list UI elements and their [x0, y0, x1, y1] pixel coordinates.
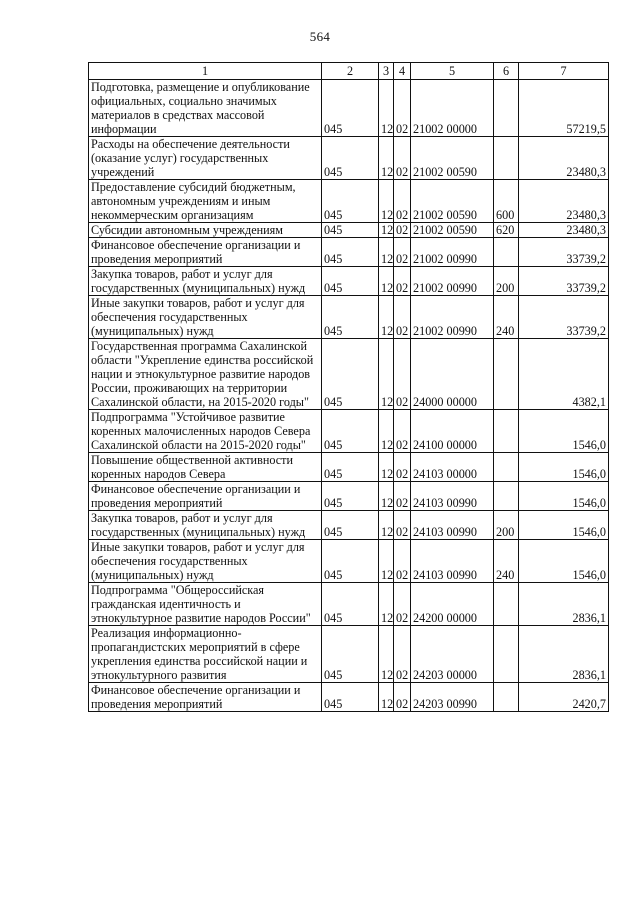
section-cell: 12	[379, 511, 394, 540]
target-article-cell: 24000 00000	[411, 339, 494, 410]
page-number: 564	[309, 29, 331, 44]
col-header-2: 2	[322, 63, 379, 80]
amount-cell: 23480,3	[519, 137, 609, 180]
admin-code-cell: 045	[322, 511, 379, 540]
section-cell: 12	[379, 683, 394, 712]
subsection-cell: 02	[394, 626, 411, 683]
admin-code-cell: 045	[322, 453, 379, 482]
subsection-cell: 02	[394, 296, 411, 339]
col-header-5: 5	[411, 63, 494, 80]
table-row	[89, 137, 609, 180]
expense-type-cell: 200	[494, 267, 519, 296]
admin-code-cell: 045	[322, 296, 379, 339]
table-row	[89, 339, 609, 410]
target-article-cell: 21002 00000	[411, 80, 494, 137]
target-article-cell: 21002 00590	[411, 180, 494, 223]
target-article-cell: 24103 00000	[411, 453, 494, 482]
admin-code-cell: 045	[322, 80, 379, 137]
admin-code-cell: 045	[322, 180, 379, 223]
expense-type-cell: 620	[494, 223, 519, 238]
target-article-cell: 24203 00990	[411, 683, 494, 712]
section-cell: 12	[379, 80, 394, 137]
target-article-cell: 24100 00000	[411, 410, 494, 453]
target-article-cell: 21002 00990	[411, 238, 494, 267]
amount-cell: 1546,0	[519, 511, 609, 540]
section-cell: 12	[379, 410, 394, 453]
expense-type-cell	[494, 453, 519, 482]
admin-code-cell: 045	[322, 583, 379, 626]
row-name-cell: Закупка товаров, работ и услуг для государственных (муниципальных) нужд	[89, 511, 322, 540]
admin-code-cell: 045	[322, 683, 379, 712]
col-header-1: 1	[89, 63, 322, 80]
table-row	[89, 223, 609, 238]
amount-cell: 23480,3	[519, 180, 609, 223]
table-row	[89, 267, 609, 296]
col-header-3: 3	[379, 63, 394, 80]
expense-type-cell: 200	[494, 511, 519, 540]
amount-cell: 2836,1	[519, 626, 609, 683]
subsection-cell: 02	[394, 267, 411, 296]
row-name-cell: Финансовое обеспечение организации и проведения мероприятий	[89, 683, 322, 712]
admin-code-cell: 045	[322, 410, 379, 453]
section-cell: 12	[379, 482, 394, 511]
expense-type-cell	[494, 137, 519, 180]
table-row	[89, 453, 609, 482]
row-name-cell: Подпрограмма "Общероссийская гражданская идентичность и этнокультурное развитие народов России"	[89, 583, 322, 626]
row-name-cell: Реализация информационно-пропагандистских мероприятий в сфере укрепления единства российской нации и этнокультурного развития	[89, 626, 322, 683]
col-header-7: 7	[519, 63, 609, 80]
section-cell: 12	[379, 626, 394, 683]
subsection-cell: 02	[394, 80, 411, 137]
section-cell: 12	[379, 180, 394, 223]
expense-type-cell: 240	[494, 540, 519, 583]
subsection-cell: 02	[394, 511, 411, 540]
expense-type-cell	[494, 583, 519, 626]
row-name-cell: Закупка товаров, работ и услуг для государственных (муниципальных) нужд	[89, 267, 322, 296]
section-cell: 12	[379, 540, 394, 583]
amount-cell: 2420,7	[519, 683, 609, 712]
subsection-cell: 02	[394, 453, 411, 482]
section-cell: 12	[379, 223, 394, 238]
row-name-cell: Иные закупки товаров, работ и услуг для обеспечения государственных (муниципальных) нужд	[89, 296, 322, 339]
section-cell: 12	[379, 453, 394, 482]
amount-cell: 33739,2	[519, 267, 609, 296]
row-name-cell: Повышение общественной активности коренных народов Севера	[89, 453, 322, 482]
subsection-cell: 02	[394, 683, 411, 712]
target-article-cell: 24103 00990	[411, 482, 494, 511]
admin-code-cell: 045	[322, 223, 379, 238]
table-header-row	[89, 63, 609, 80]
section-cell: 12	[379, 267, 394, 296]
row-name-cell: Государственная программа Сахалинской области "Укрепление единства российской нации и этнокультурное развитие народов России, проживающих на территории Сахалинской области, на 2015-2020 годы"	[89, 339, 322, 410]
expense-type-cell	[494, 80, 519, 137]
table-row	[89, 410, 609, 453]
table-row	[89, 583, 609, 626]
section-cell: 12	[379, 137, 394, 180]
expense-type-cell	[494, 339, 519, 410]
row-name-cell: Предоставление субсидий бюджетным, автономным учреждениям и иным некоммерческим организациям	[89, 180, 322, 223]
admin-code-cell: 045	[322, 267, 379, 296]
target-article-cell: 21002 00590	[411, 137, 494, 180]
row-name-cell: Субсидии автономным учреждениям	[89, 223, 322, 238]
section-cell: 12	[379, 238, 394, 267]
table-row	[89, 482, 609, 511]
amount-cell: 57219,5	[519, 80, 609, 137]
amount-cell: 4382,1	[519, 339, 609, 410]
row-name-cell: Расходы на обеспечение деятельности (оказание услуг) государственных учреждений	[89, 137, 322, 180]
row-name-cell: Подготовка, размещение и опубликование официальных, социально значимых материалов в средствах массовой информации	[89, 80, 322, 137]
expense-type-cell: 240	[494, 296, 519, 339]
expense-type-cell	[494, 410, 519, 453]
section-cell: 12	[379, 583, 394, 626]
amount-cell: 1546,0	[519, 410, 609, 453]
admin-code-cell: 045	[322, 540, 379, 583]
row-name-cell: Финансовое обеспечение организации и проведения мероприятий	[89, 482, 322, 511]
subsection-cell: 02	[394, 482, 411, 511]
expense-type-cell: 600	[494, 180, 519, 223]
row-name-cell: Иные закупки товаров, работ и услуг для обеспечения государственных (муниципальных) нужд	[89, 540, 322, 583]
table-row	[89, 238, 609, 267]
subsection-cell: 02	[394, 583, 411, 626]
admin-code-cell: 045	[322, 482, 379, 511]
row-name-cell: Финансовое обеспечение организации и проведения мероприятий	[89, 238, 322, 267]
expense-type-cell	[494, 238, 519, 267]
subsection-cell: 02	[394, 339, 411, 410]
table-row	[89, 511, 609, 540]
section-cell: 12	[379, 339, 394, 410]
amount-cell: 1546,0	[519, 453, 609, 482]
subsection-cell: 02	[394, 238, 411, 267]
admin-code-cell: 045	[322, 339, 379, 410]
admin-code-cell: 045	[322, 137, 379, 180]
table-row	[89, 540, 609, 583]
amount-cell: 23480,3	[519, 223, 609, 238]
target-article-cell: 24200 00000	[411, 583, 494, 626]
amount-cell: 33739,2	[519, 238, 609, 267]
subsection-cell: 02	[394, 540, 411, 583]
expense-type-cell	[494, 626, 519, 683]
target-article-cell: 21002 00590	[411, 223, 494, 238]
table-row	[89, 80, 609, 137]
section-cell: 12	[379, 296, 394, 339]
subsection-cell: 02	[394, 223, 411, 238]
admin-code-cell: 045	[322, 626, 379, 683]
target-article-cell: 21002 00990	[411, 296, 494, 339]
amount-cell: 1546,0	[519, 482, 609, 511]
table-row	[89, 180, 609, 223]
subsection-cell: 02	[394, 137, 411, 180]
table-row	[89, 683, 609, 712]
admin-code-cell: 045	[322, 238, 379, 267]
target-article-cell: 24103 00990	[411, 511, 494, 540]
target-article-cell: 21002 00990	[411, 267, 494, 296]
budget-table	[88, 62, 609, 712]
subsection-cell: 02	[394, 180, 411, 223]
expense-type-cell	[494, 482, 519, 511]
table-row	[89, 626, 609, 683]
col-header-6: 6	[494, 63, 519, 80]
amount-cell: 33739,2	[519, 296, 609, 339]
table-row	[89, 296, 609, 339]
amount-cell: 2836,1	[519, 583, 609, 626]
expense-type-cell	[494, 683, 519, 712]
row-name-cell: Подпрограмма "Устойчивое развитие коренных малочисленных народов Севера Сахалинской области на 2015-2020 годы"	[89, 410, 322, 453]
subsection-cell: 02	[394, 410, 411, 453]
amount-cell: 1546,0	[519, 540, 609, 583]
target-article-cell: 24103 00990	[411, 540, 494, 583]
col-header-4: 4	[394, 63, 411, 80]
target-article-cell: 24203 00000	[411, 626, 494, 683]
